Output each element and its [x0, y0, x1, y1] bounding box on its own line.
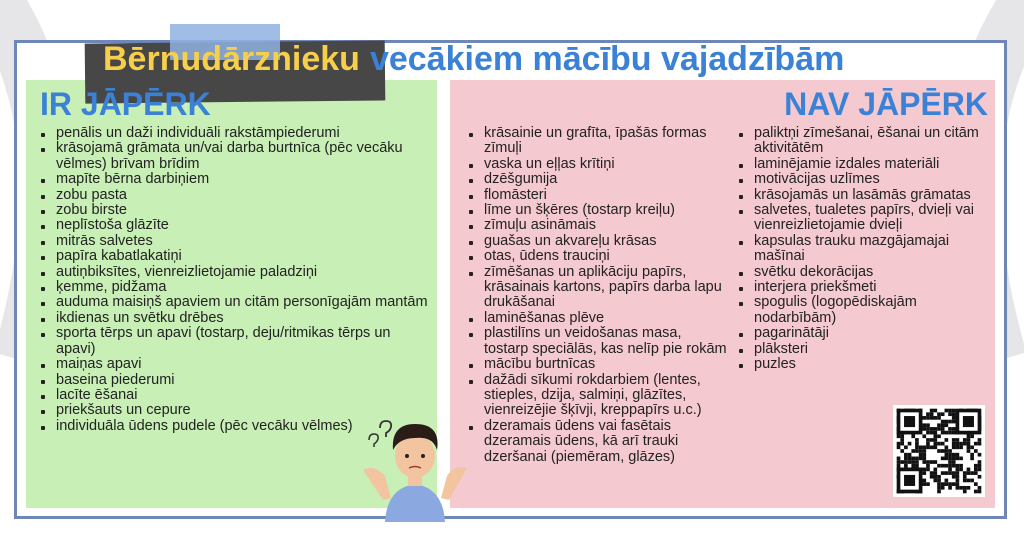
list-item: flomāsteri — [462, 188, 728, 203]
list-item: lacīte ēšanai — [34, 388, 429, 403]
list-item: sporta tērps un apavi (tostarp, deju/ritmikas tērps un apavi) — [34, 326, 429, 357]
list-item: laminēšanas plēve — [462, 311, 728, 326]
list-item: ikdienas un svētku drēbes — [34, 311, 429, 326]
confused-person-illustration — [355, 418, 475, 522]
list-item: laminējamie izdales materiāli — [732, 157, 992, 172]
list-item: zobu birste — [34, 203, 429, 218]
list-item: zīmuļu asināmais — [462, 218, 728, 233]
list-item: kapsulas trauku mazgājamajai mašīnai — [732, 234, 992, 265]
list-item: neplīstoša glāzīte — [34, 218, 429, 233]
list-item: mitrās salvetes — [34, 234, 429, 249]
list-item: baseina piederumi — [34, 373, 429, 388]
list-item: krāsojamās un lasāmās grāmatas — [732, 188, 992, 203]
list-item: priekšauts un cepure — [34, 403, 429, 418]
list-item: penālis un daži individuāli rakstāmpiederumi — [34, 126, 429, 141]
list-item: dažādi sīkumi rokdarbiem (lentes, stieples, dzija, salmiņi, glāzītes, vienreizējie šķīvji, kreppapīrs u.c.) — [462, 373, 728, 419]
list-item: salvetes, tualetes papīrs, dvieļi vai vienreizlietojamie dvieļi — [732, 203, 992, 234]
title-rest: vecākiem mācību vajadzībām — [369, 40, 845, 78]
question-mark-icon — [369, 434, 378, 447]
list-item: individuāla ūdens pudele (pēc vecāku vēlmes) — [34, 419, 429, 434]
list-item: papīra kabatlakatiņi — [34, 249, 429, 264]
list-item: līme un šķēres (tostarp kreiļu) — [462, 203, 728, 218]
list-item: plāksteri — [732, 342, 992, 357]
list-item: dzeramais ūdens vai fasētais dzeramais ūdens, kā arī trauki dzeršanai (piemēram, glāzes) — [462, 419, 728, 465]
list-item: zīmēšanas un aplikāciju papīrs, krāsainais kartons, papīrs darba lapu drukāšanai — [462, 265, 728, 311]
title-highlight: Bērnudārznieku — [103, 40, 360, 78]
list-item: pagarinātāji — [732, 326, 992, 341]
list-item: maiņas apavi — [34, 357, 429, 372]
list-item: plastilīns un veidošanas masa, tostarp speciālās, kas nelīp pie rokām — [462, 326, 728, 357]
list-item: dzēšgumija — [462, 172, 728, 187]
list-item: interjera priekšmeti — [732, 280, 992, 295]
question-mark-icon — [380, 421, 391, 437]
must-buy-list — [34, 126, 429, 434]
must-buy-heading: IR JĀPĒRK — [40, 86, 211, 122]
not-buy-list-1 — [462, 126, 728, 465]
list-item: vaska un eļļas krītiņi — [462, 157, 728, 172]
list-item: otas, ūdens trauciņi — [462, 249, 728, 264]
not-buy-heading: NAV JĀPĒRK — [784, 86, 988, 122]
not-buy-list-2 — [732, 126, 992, 373]
list-item: krāsojamā grāmata un/vai darba burtnīca (pēc vecāku vēlmes) brīvam brīdim — [34, 141, 429, 172]
list-item: mācību burtnīcas — [462, 357, 728, 372]
qr-code[interactable] — [893, 405, 985, 497]
list-item: paliktņi zīmešanai, ēšanai un citām aktivitātēm — [732, 126, 992, 157]
list-item: zobu pasta — [34, 188, 429, 203]
list-item: ķemme, pidžama — [34, 280, 429, 295]
list-item: mapīte bērna darbiņiem — [34, 172, 429, 187]
list-item: guašas un akvareļu krāsas — [462, 234, 728, 249]
list-item: krāsainie un grafīta, īpašās formas zīmuļi — [462, 126, 728, 157]
list-item: motivācijas uzlīmes — [732, 172, 992, 187]
list-item: svētku dekorācijas — [732, 265, 992, 280]
list-item: puzles — [732, 357, 992, 372]
list-item: spogulis (logopēdiskajām nodarbībām) — [732, 295, 992, 326]
list-item: auduma maisiņš apaviem un citām personīgajām mantām — [34, 295, 429, 310]
page-title — [103, 40, 844, 79]
list-item: autiņbiksītes, vienreizlietojamie paladziņi — [34, 265, 429, 280]
